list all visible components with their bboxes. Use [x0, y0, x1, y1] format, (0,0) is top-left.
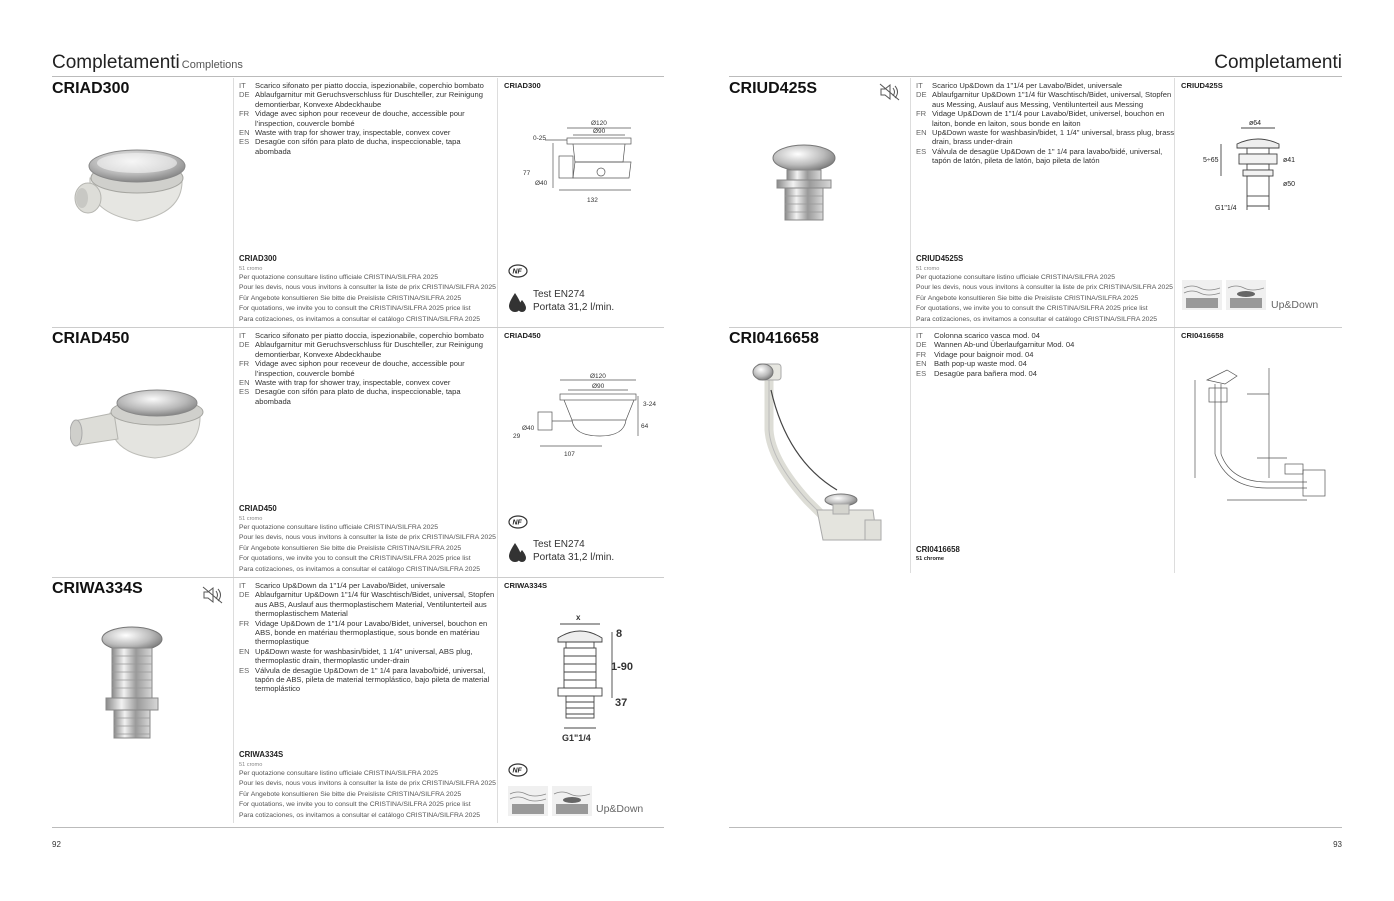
- finish-label: 51 cromo: [239, 761, 263, 768]
- badge-text: NF: [512, 519, 522, 527]
- description-line: IT Scarico sifonato per piatto doccia, ispezionabile, coperchio bombato: [239, 331, 484, 340]
- dim-label: Ø120: [591, 120, 607, 127]
- badge-text: NF: [512, 767, 522, 775]
- drawing-column: [1174, 328, 1342, 573]
- updown-label: Up&Down: [1271, 299, 1319, 311]
- technical-drawing: [1187, 358, 1342, 508]
- dim-label: 64: [641, 423, 649, 430]
- description-column: [910, 78, 1175, 327]
- test-info: Test EN274 Portata 31,2 l/min.: [533, 289, 615, 313]
- technical-drawing: [1203, 114, 1323, 214]
- description-line: ES Desagüe con sifón para plato de ducha, inspeccionable, tapa abombada: [239, 137, 461, 156]
- price-line: For quotations, we invite you to consult the CRISTINA/SILFRA 2025 price list: [239, 801, 471, 808]
- up-down-waste-photo: [771, 144, 837, 224]
- technical-drawing: [538, 610, 658, 750]
- dim-label: 132: [587, 197, 598, 204]
- dim-label: Ø90: [592, 383, 605, 390]
- price-line: Für Angebote konsultieren Sie bitte die Preisliste CRISTINA/SILFRA 2025: [239, 790, 462, 798]
- description-line: FR Vidage avec siphon pour receveur de douche, accessible pour l’inspection, couvercle bombé: [239, 359, 465, 378]
- description-list: [239, 331, 498, 406]
- description-line: DE Ablaufgarnitur Up&Down 1"1/4 für Waschtisch/Bidet, universal, Stopfen aus ABS, Auslauf aus thermoplastischem Material, Ventilunterteil aus thermoplastischem Material: [239, 590, 495, 619]
- price-line: Per quotazione consultare listino ufficiale CRISTINA/SILFRA 2025: [239, 769, 438, 777]
- price-line: Para cotizaciones, os invitamos a consultar el catálogo CRISTINA/SILFRA 2025: [916, 315, 1158, 323]
- dim-label: ø50: [1283, 181, 1296, 188]
- drawing-column: [1174, 78, 1342, 327]
- bath-waste-photo: [747, 360, 892, 560]
- dim-label: G1"1/4: [1215, 205, 1237, 212]
- technical-drawing: [510, 370, 662, 462]
- badge-text: NF: [512, 268, 522, 276]
- dim-label: 107: [564, 451, 575, 458]
- dim-label: 77: [523, 170, 531, 177]
- description-list: [916, 81, 1175, 166]
- description-line: ES Desagüe con sifón para plato de ducha, inspeccionable, tapa abombada: [239, 387, 461, 406]
- price-line: Für Angebote konsultieren Sie bitte die Preisliste CRISTINA/SILFRA 2025: [239, 294, 462, 302]
- description-line: ES Desagüe para bañera mod. 04: [916, 368, 1038, 378]
- header-subtitle: Completions: [181, 59, 243, 71]
- dim-label: G1"1/4: [562, 733, 591, 743]
- dim-label: Ø40: [522, 425, 535, 432]
- dim-label: 29: [513, 433, 521, 440]
- description-line: IT Scarico Up&Down da 1"1/4 per Lavabo/Bidet, universale: [239, 581, 446, 590]
- info-code: CRI0416658: [916, 544, 960, 554]
- description-column: [910, 328, 1175, 573]
- dim-label: Ø40: [535, 180, 548, 187]
- nf-certification-icon: [508, 763, 528, 777]
- price-line: Pour les devis, nous vous invitons à consulter la liste de prix CRISTINA/SILFRA 2025: [916, 284, 1173, 291]
- description-line: EN Bath pop-up waste mod. 04: [916, 359, 1027, 369]
- finish-label: 51 chrome: [916, 556, 944, 562]
- product-block: [729, 78, 1342, 328]
- info-code: CRIWA334S: [239, 750, 284, 759]
- description-list: [916, 331, 1175, 378]
- technical-drawing: [523, 112, 663, 217]
- dim-label: 5÷65: [1203, 157, 1219, 164]
- price-line: Para cotizaciones, os invitamos a consultar el catálogo CRISTINA/SILFRA 2025: [239, 315, 481, 323]
- description-line: ES Válvula de desagüe Up&Down de 1" 1/4 para lavabo/bidé, universal, tapón de ABS, pileta de material termoplástico, bajo pileta de material termoplástico: [239, 665, 490, 694]
- info-code: CRIAD450: [239, 504, 277, 513]
- description-line: EN Up&Down waste for washbasin/bidet, 1 1/4" universal, brass plug, brass drain, brass under-drain: [916, 128, 1175, 147]
- price-line: Pour les devis, nous vous invitons à consulter la liste de prix CRISTINA/SILFRA 2025: [239, 284, 496, 291]
- drawing-code: CRIUD425S: [1181, 81, 1223, 90]
- product-code: CRIUD425S: [729, 80, 818, 97]
- right-page: [729, 0, 1342, 901]
- description-line: IT Scarico Up&Down da 1"1/4 per Lavabo/Bidet, universale: [916, 81, 1123, 90]
- nf-certification-icon: [508, 264, 528, 278]
- description-line: IT Scarico sifonato per piatto doccia, ispezionabile, coperchio bombato: [239, 81, 484, 90]
- price-line: Für Angebote konsultieren Sie bitte die Preisliste CRISTINA/SILFRA 2025: [916, 294, 1139, 302]
- description-line: DE Ablaufgarnitur mit Geruchsverschluss für Duschteller, zur Reinigung demontierbar, Konvexe Abdeckhaube: [239, 90, 483, 109]
- drawing-code: CRIWA334S: [504, 581, 548, 590]
- updown-label: Up&Down: [596, 803, 644, 815]
- price-line: Per quotazione consultare listino ufficiale CRISTINA/SILFRA 2025: [239, 273, 438, 281]
- dim-label: 37: [615, 697, 628, 709]
- price-info: [239, 750, 498, 821]
- test-info: Test EN274 Portata 31,2 l/min.: [533, 539, 615, 563]
- page-header: [52, 52, 664, 77]
- price-line: Per quotazione consultare listino ufficiale CRISTINA/SILFRA 2025: [239, 523, 438, 531]
- page-number: 92: [52, 840, 61, 849]
- noise-reduction-icon: [879, 82, 901, 102]
- description-list: [239, 81, 498, 156]
- dim-label: x: [576, 613, 581, 622]
- page-number: 93: [1333, 840, 1342, 849]
- price-line: Para cotizaciones, os invitamos a consultar el catálogo CRISTINA/SILFRA 2025: [239, 565, 481, 573]
- price-line: Für Angebote konsultieren Sie bitte die Preisliste CRISTINA/SILFRA 2025: [239, 544, 462, 552]
- product-code: CRIWA334S: [52, 580, 143, 597]
- header-title: Completamenti: [52, 52, 180, 73]
- description-column: [233, 578, 498, 823]
- description-line: EN Waste with trap for shower tray, inspectable, convex cover: [239, 128, 451, 138]
- water-drop-icon: [507, 291, 529, 313]
- drawing-code: CRIAD300: [504, 81, 541, 90]
- noise-reduction-icon: [202, 585, 224, 605]
- price-info: [916, 545, 1175, 564]
- drawing-column: [497, 578, 664, 823]
- product-code: CRI0416658: [729, 330, 819, 347]
- dim-label: Ø120: [590, 373, 606, 380]
- drawing-code: CRIAD450: [504, 331, 541, 340]
- product-code: CRIAD300: [52, 80, 130, 97]
- price-line: For quotations, we invite you to consult the CRISTINA/SILFRA 2025 price list: [239, 555, 471, 562]
- description-line: EN Waste with trap for shower tray, inspectable, convex cover: [239, 378, 451, 388]
- dim-label: 1-90: [611, 661, 634, 673]
- price-line: Pour les devis, nous vous invitons à consulter la liste de prix CRISTINA/SILFRA 2025: [239, 780, 496, 787]
- description-line: ES Válvula de desagüe Up&Down de 1" 1/4 para lavabo/bidé, universal, tapón de latón, pileta de latón, bajo pileta de latón: [916, 146, 1163, 166]
- shower-drain-photo: [72, 123, 217, 233]
- dim-label: ø41: [1283, 157, 1296, 164]
- footer-rule: [729, 827, 1342, 828]
- up-down-icon: [1182, 280, 1332, 312]
- finish-label: 51 cromo: [916, 265, 940, 272]
- price-line: For quotations, we invite you to consult the CRISTINA/SILFRA 2025 price list: [916, 305, 1148, 312]
- description-column: [233, 328, 498, 577]
- dim-label: 3-24: [643, 401, 657, 408]
- finish-label: 51 cromo: [239, 515, 263, 522]
- dim-label: 8: [616, 628, 623, 640]
- description-line: FR Vidage avec siphon pour receveur de douche, accessible pour l’inspection, couvercle bombé: [239, 109, 465, 128]
- dim-label: 0-25: [533, 135, 547, 142]
- price-line: Per quotazione consultare listino ufficiale CRISTINA/SILFRA 2025: [916, 273, 1115, 281]
- header-title: Completamenti: [1214, 52, 1342, 73]
- drawing-code: CRI0416658: [1181, 331, 1224, 340]
- drawing-column: [497, 328, 664, 577]
- nf-certification-icon: [508, 515, 528, 529]
- description-line: IT Colonna scarico vasca mod. 04: [916, 331, 1040, 340]
- product-block: [52, 78, 664, 328]
- dim-label: Ø90: [593, 128, 606, 135]
- description-line: EN Up&Down waste for washbasin/bidet, 1 1/4" universal, ABS plug, thermoplastic drain, thermoplastic under-drain: [239, 646, 473, 666]
- footer-rule: [52, 827, 664, 828]
- shower-drain-photo: [70, 383, 220, 473]
- info-code: CRIAD300: [239, 254, 277, 263]
- price-line: Pour les devis, nous vous invitons à consulter la liste de prix CRISTINA/SILFRA 2025: [239, 534, 496, 541]
- finish-label: 51 cromo: [239, 265, 263, 272]
- description-line: DE Ablaufgarnitur mit Geruchsverschluss für Duschteller, zur Reinigung demontierbar, Konvexe Abdeckhaube: [239, 340, 483, 359]
- product-code: CRIAD450: [52, 330, 130, 347]
- description-line: DE Wannen Ab-und Überlaufgarnitur Mod. 04: [916, 340, 1075, 350]
- price-info: [916, 254, 1175, 325]
- product-block: [52, 328, 664, 578]
- description-line: FR Vidage Up&Down de 1"1/4 pour Lavabo/Bidet, universel, bouchon en ABS, bonde en matériau thermoplastique, sous bonde en matériau thermoplastique: [239, 618, 488, 647]
- price-line: Para cotizaciones, os invitamos a consultar el catálogo CRISTINA/SILFRA 2025: [239, 811, 481, 819]
- page-header: [729, 52, 1342, 77]
- left-page: [52, 0, 664, 901]
- description-line: DE Ablaufgarnitur Up&Down 1"1/4 für Waschtisch/Bidet, universal, Stopfen aus Messing, Auslauf aus Messing, Ventilunterteil aus Messing: [916, 90, 1172, 109]
- description-line: FR Vidage Up&Down de 1"1/4 pour Lavabo/Bidet, universel, bouchon en laiton, bonde en laiton, sous bonde en laiton: [916, 109, 1165, 128]
- up-down-icon: [508, 786, 648, 818]
- dim-label: ø64: [1249, 120, 1262, 127]
- drawing-column: [497, 78, 664, 327]
- product-block: [52, 578, 664, 823]
- up-down-waste-photo: [100, 626, 164, 744]
- description-list: [239, 581, 498, 694]
- water-drop-icon: [507, 541, 529, 563]
- price-info: [239, 254, 498, 325]
- description-column: [233, 78, 498, 327]
- info-code: CRIUD4525S: [916, 254, 964, 263]
- price-line: For quotations, we invite you to consult the CRISTINA/SILFRA 2025 price list: [239, 305, 471, 312]
- description-line: FR Vidage pour baignoir mod. 04: [916, 349, 1034, 359]
- product-block: [729, 328, 1342, 573]
- price-info: [239, 504, 498, 575]
